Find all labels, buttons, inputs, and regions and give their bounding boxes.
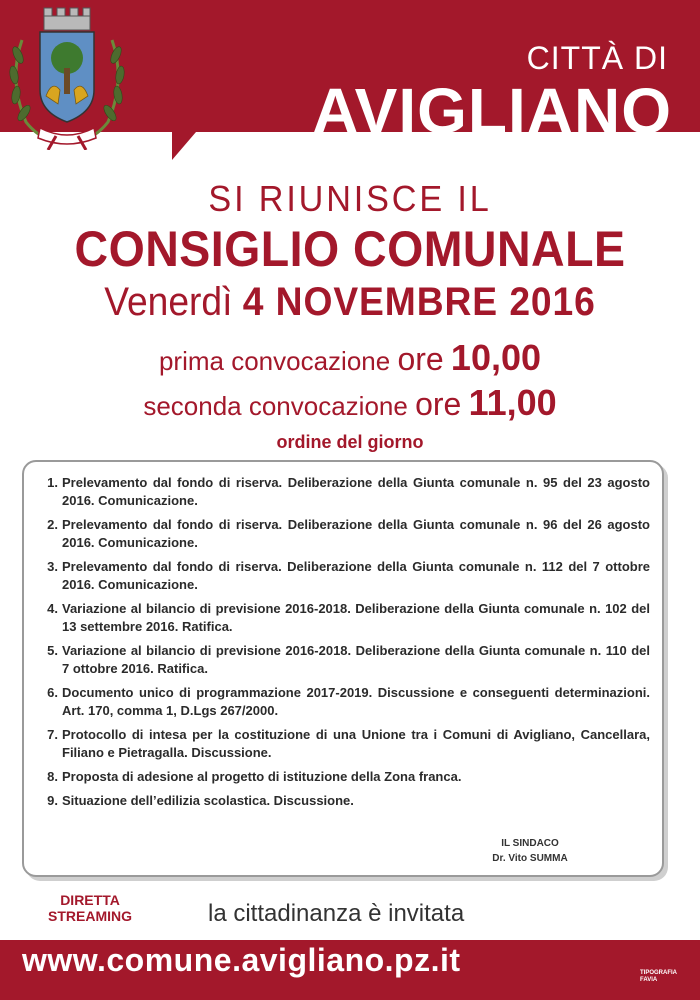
agenda-item <box>36 792 650 810</box>
agenda-item-text: Variazione al bilancio di previsione 2016-2018. Deliberazione della Giunta comunale n. 110 del 7 ottobre 2016. Ratifica. <box>62 643 650 676</box>
first-convocation-time: 10,00 <box>450 337 542 378</box>
agenda-item <box>36 558 650 594</box>
website-link[interactable]: www.comune.avigliano.pz.it <box>22 942 461 978</box>
agenda-item <box>36 474 650 510</box>
agenda-list <box>36 474 650 816</box>
meeting-day: Venerdì <box>104 280 233 324</box>
agenda-item-text: Prelevamento dal fondo di riserva. Deliberazione della Giunta comunale n. 112 del 7 ottobre 2016. Comunicazione. <box>62 559 650 592</box>
agenda-item-text: Prelevamento dal fondo di riserva. Deliberazione della Giunta comunale n. 96 del 26 agosto 2016. Comunicazione. <box>62 517 650 550</box>
meeting-date <box>25 280 676 325</box>
agenda-item-text: Variazione al bilancio di previsione 2016-2018. Deliberazione della Giunta comunale n. 102 del 13 settembre 2016. Ratifica. <box>62 601 650 634</box>
streaming-line2: STREAMING <box>48 908 132 924</box>
agenda-item <box>36 726 650 762</box>
printer-logo <box>640 970 686 984</box>
first-convocation-label: prima convocazione <box>158 346 391 376</box>
agenda-item <box>36 768 650 786</box>
header-banner <box>0 0 700 172</box>
agenda-item-text: Situazione dell’edilizia scolastica. Discussione. <box>62 793 354 808</box>
agenda-item <box>36 600 650 636</box>
agenda-item-number: 4. <box>47 601 58 616</box>
first-convocation <box>0 337 700 379</box>
agenda-title: ordine del giorno <box>276 432 424 452</box>
agenda-item-number: 7. <box>47 727 58 742</box>
heading-council: CONSIGLIO COMUNALE <box>74 221 626 277</box>
crest-icon <box>0 0 134 150</box>
invitation-text: la cittadinanza è invitata <box>208 900 465 927</box>
second-convocation-ore: ore <box>415 386 462 422</box>
city-prefix: CITTÀ DI <box>526 40 668 76</box>
agenda-item <box>36 684 650 720</box>
agenda-item-number: 1. <box>47 475 58 490</box>
city-name: AVIGLIANO <box>312 75 672 147</box>
agenda-item-number: 8. <box>47 769 58 784</box>
second-convocation-time: 11,00 <box>468 382 557 423</box>
second-convocation-label: seconda convocazione <box>143 391 408 421</box>
printer-line2: FAVIA <box>640 977 658 983</box>
agenda-item <box>36 516 650 552</box>
agenda-item-text: Proposta di adesione al progetto di istituzione della Zona franca. <box>62 769 462 784</box>
agenda-item-number: 6. <box>47 685 58 700</box>
agenda-item-number: 2. <box>47 517 58 532</box>
second-convocation <box>0 382 700 424</box>
agenda-item-text: Protocollo di intesa per la costituzione di una Unione tra i Comuni di Avigliano, Cancellara, Filiano e Pietragalla. Discussione. <box>62 727 650 760</box>
printer-line1: TIPOGRAFIA <box>640 970 677 976</box>
agenda-item-number: 3. <box>47 559 58 574</box>
streaming-line1: DIRETTA <box>60 892 120 908</box>
meeting-date-value: 4 NOVEMBRE 2016 <box>242 280 596 324</box>
first-convocation-ore: ore <box>397 341 444 377</box>
agenda-item-text: Documento unico di programmazione 2017-2019. Discussione e conseguenti determinazioni. Art. 170, comma 1, D.Lgs 267/2000. <box>62 685 650 718</box>
agenda-item-number: 9. <box>47 793 58 808</box>
agenda-item-number: 5. <box>47 643 58 658</box>
mayor-title: IL SINDACO <box>501 838 559 849</box>
agenda-item <box>36 642 650 678</box>
live-streaming-label <box>40 892 140 924</box>
mayor-name: Dr. Vito SUMMA <box>492 853 568 864</box>
mayor-signature <box>470 836 590 866</box>
agenda-item-text: Prelevamento dal fondo di riserva. Deliberazione della Giunta comunale n. 95 del 23 agosto 2016. Comunicazione. <box>62 475 650 508</box>
heading-line1: SI RIUNISCE IL <box>208 178 492 219</box>
